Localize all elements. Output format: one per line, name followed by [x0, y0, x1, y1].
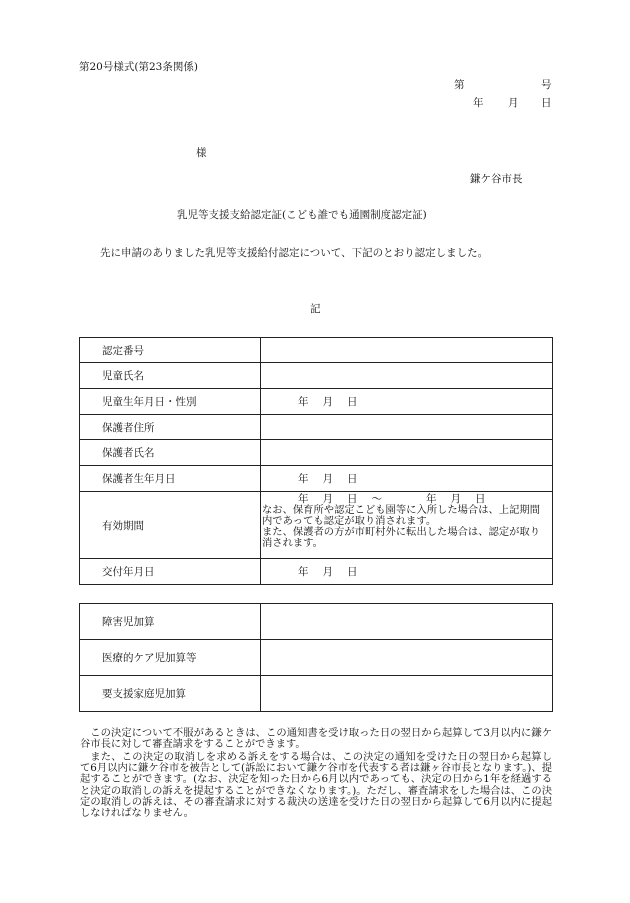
issue-date-value	[261, 559, 553, 585]
support-family-supplement-value	[261, 676, 553, 712]
table-row	[80, 363, 553, 389]
document-title: 乳児等支援支給認定証(こども誰でも通園制度認定証)	[177, 209, 427, 221]
year-label: 年	[298, 396, 309, 408]
month-label: 月	[322, 473, 333, 485]
end-year-label: 年	[426, 493, 437, 505]
row-label: 障害児加算	[80, 604, 261, 640]
supplement-table	[79, 603, 553, 712]
issue-day-label: 日	[541, 97, 552, 109]
start-year-label: 年	[298, 493, 309, 505]
medical-care-supplement-value	[261, 640, 553, 676]
month-label: 月	[322, 396, 333, 408]
table-row	[80, 389, 553, 415]
appeal-notice-paragraph: この決定について不服があるときは、この通知書を受け取った日の翌日から起算して3月以内に鎌ケ谷市長に対して審査請求をすることができます。	[80, 727, 552, 751]
intro-text: 先に申請のありました乳児等支援給付認定について、下記のとおり認定しました。	[100, 247, 489, 259]
row-label: 児童生年月日・性別	[80, 389, 261, 415]
issue-month-label: 月	[508, 97, 519, 109]
validity-period-value	[261, 492, 553, 559]
child-name-value	[261, 363, 553, 389]
row-label: 保護者生年月日	[80, 466, 261, 492]
table-row	[80, 415, 553, 440]
table-row	[80, 492, 553, 559]
range-tilde: ～	[371, 493, 382, 505]
issuer-name: 鎌ケ谷市長	[470, 173, 523, 185]
row-label: 医療的ケア児加算等	[80, 640, 261, 676]
row-label: 保護者住所	[80, 415, 261, 440]
addressee-sama: 様	[196, 147, 207, 159]
day-label: 日	[347, 396, 358, 408]
table-row	[80, 440, 553, 466]
end-day-label: 日	[475, 493, 486, 505]
year-label: 年	[298, 473, 309, 485]
issue-year-label: 年	[473, 97, 484, 109]
number-suffix: 号	[541, 79, 552, 91]
month-label: 月	[322, 566, 333, 578]
child-birthdate-value	[261, 389, 553, 415]
year-label: 年	[298, 566, 309, 578]
end-month-label: 月	[450, 493, 461, 505]
row-label: 保護者氏名	[80, 440, 261, 466]
cert-number-value	[261, 338, 553, 363]
row-label: 有効期間	[80, 492, 261, 559]
table-row	[80, 338, 553, 363]
disability-supplement-value	[261, 604, 553, 640]
day-label: 日	[347, 473, 358, 485]
certification-table	[79, 337, 553, 585]
guardian-birthdate-value	[261, 466, 553, 492]
table-row	[80, 640, 553, 676]
ki-heading: 記	[310, 303, 321, 315]
guardian-name-value	[261, 440, 553, 466]
row-label: 交付年月日	[80, 559, 261, 585]
guardian-address-value	[261, 415, 553, 440]
form-number: 第20号様式(第23条関係)	[79, 61, 198, 73]
validity-note-2: また、保護者の方が市町村外に転出した場合は、認定が取り消されます。	[262, 526, 541, 549]
row-label: 認定番号	[80, 338, 261, 363]
table-row	[80, 604, 553, 640]
validity-note-1: なお、保育所や認定こども園等に入所した場合は、上記期間内であっても認定が取り消されます。	[262, 504, 541, 527]
start-day-label: 日	[347, 493, 358, 505]
lawsuit-notice-paragraph: また、この決定の取消しを求める訴えをする場合は、この決定の通知を受けた日の翌日から起算して6月以内に鎌ケ谷市を被告として(訴訟において鎌ケ谷市を代表する者は鎌ヶ谷市長となります。)、提起することができます。(なお、決定を知った日から6月以内であっても、決定の日から1年を経過すると決定の取消しの訴えを提起することができなくなります。)。ただし、審査請求をした場合は、この決定の取消しの訴えは、その審査請求に対する裁決の送達を受けた日の翌日から起算して6月以内に提起しなければなりません。	[80, 751, 552, 820]
start-month-label: 月	[322, 493, 333, 505]
day-label: 日	[347, 566, 358, 578]
table-row	[80, 466, 553, 492]
row-label: 児童氏名	[80, 363, 261, 389]
number-prefix: 第	[454, 79, 465, 91]
table-row	[80, 559, 553, 585]
row-label: 要支援家庭児加算	[80, 676, 261, 712]
table-row	[80, 676, 553, 712]
